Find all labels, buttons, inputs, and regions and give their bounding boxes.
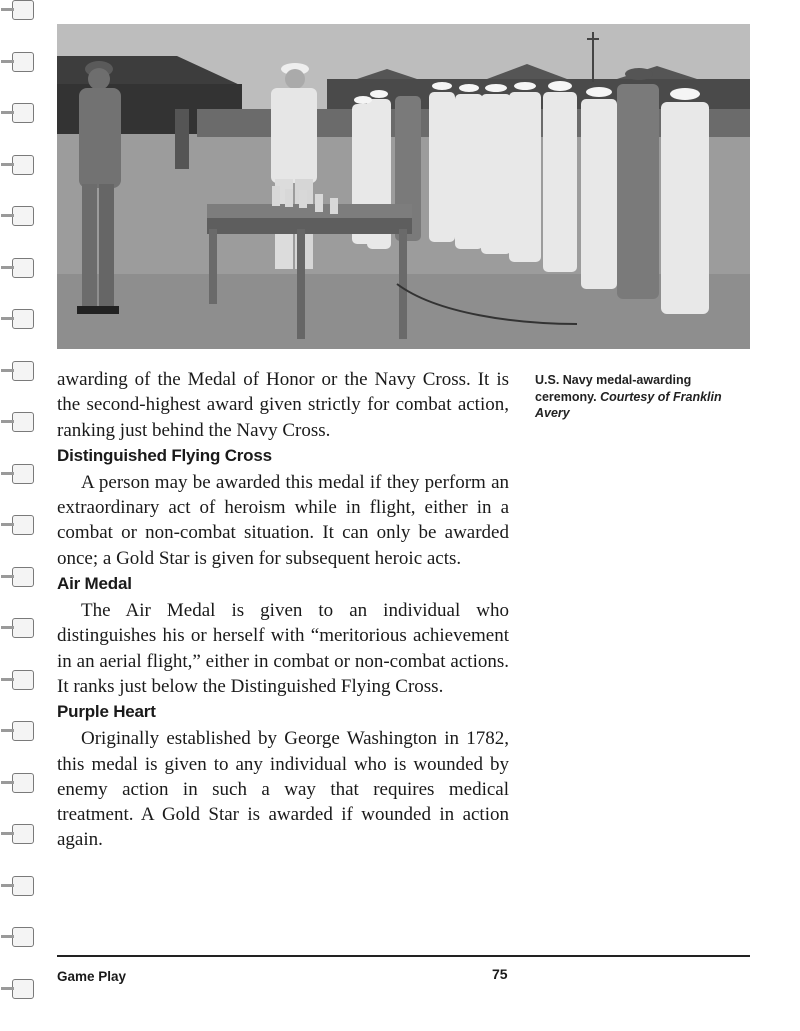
- binding-ring: [12, 773, 34, 793]
- footer-divider: [57, 955, 750, 957]
- section-body-air-medal: The Air Medal is given to an individual who distinguishes his or herself with “meritorious achievement in an aerial flight,” either in combat or non-combat actions. It ranks just below the Distinguished Flying Cross.: [57, 600, 509, 697]
- section-heading-purple-heart: Purple Heart: [57, 702, 156, 722]
- ceremony-photo: [57, 24, 750, 349]
- binding-ring: [12, 515, 34, 535]
- binding-ring: [12, 155, 34, 175]
- binding-ring: [12, 979, 34, 999]
- binding-ring: [12, 824, 34, 844]
- footer-section-label: Game Play: [57, 969, 127, 984]
- photo-caption: [535, 372, 750, 422]
- binding-ring: [12, 258, 34, 278]
- binding-ring: [12, 309, 34, 329]
- intro-paragraph: awarding of the Medal of Honor or the Navy Cross. It is the second-highest award given strictly for combat action, ranking just behind the Navy Cross.: [57, 369, 509, 441]
- binding-ring: [12, 361, 34, 381]
- binding-ring: [12, 412, 34, 432]
- section-heading-distinguished-flying-cross: Distinguished Flying Cross: [57, 445, 272, 465]
- page-number: 75: [492, 966, 508, 982]
- section-heading-air-medal: Air Medal: [57, 574, 132, 594]
- binding-ring: [12, 206, 34, 226]
- binding-ring: [12, 670, 34, 690]
- binding-ring: [12, 876, 34, 896]
- binding-ring: [12, 927, 34, 947]
- binding-ring: [12, 464, 34, 484]
- binding-ring: [12, 721, 34, 741]
- section-body-distinguished-flying-cross: A person may be awarded this medal if they perform an extraordinary act of heroism while in flight, either in a combat or non-combat situation. It can only be awarded once; a Gold Star is given for subsequent heroic acts.: [57, 471, 509, 569]
- spiral-binding: [0, 0, 44, 1031]
- binding-ring: [12, 52, 34, 72]
- binding-ring: [12, 103, 34, 123]
- binding-ring: [12, 567, 34, 587]
- article-body: [57, 367, 509, 853]
- binding-ring: [12, 618, 34, 638]
- binding-ring: [12, 0, 34, 20]
- caption-title: U.S. Navy medal-awarding ceremony.: [535, 373, 692, 404]
- section-body-purple-heart: Originally established by George Washington in 1782, this medal is given to any individual who is wounded by enemy action in such a way that requires medical treatment. A Gold Star is awarded if wounded in action again.: [57, 728, 509, 851]
- caption-credit: Courtesy of Franklin Avery: [535, 389, 722, 420]
